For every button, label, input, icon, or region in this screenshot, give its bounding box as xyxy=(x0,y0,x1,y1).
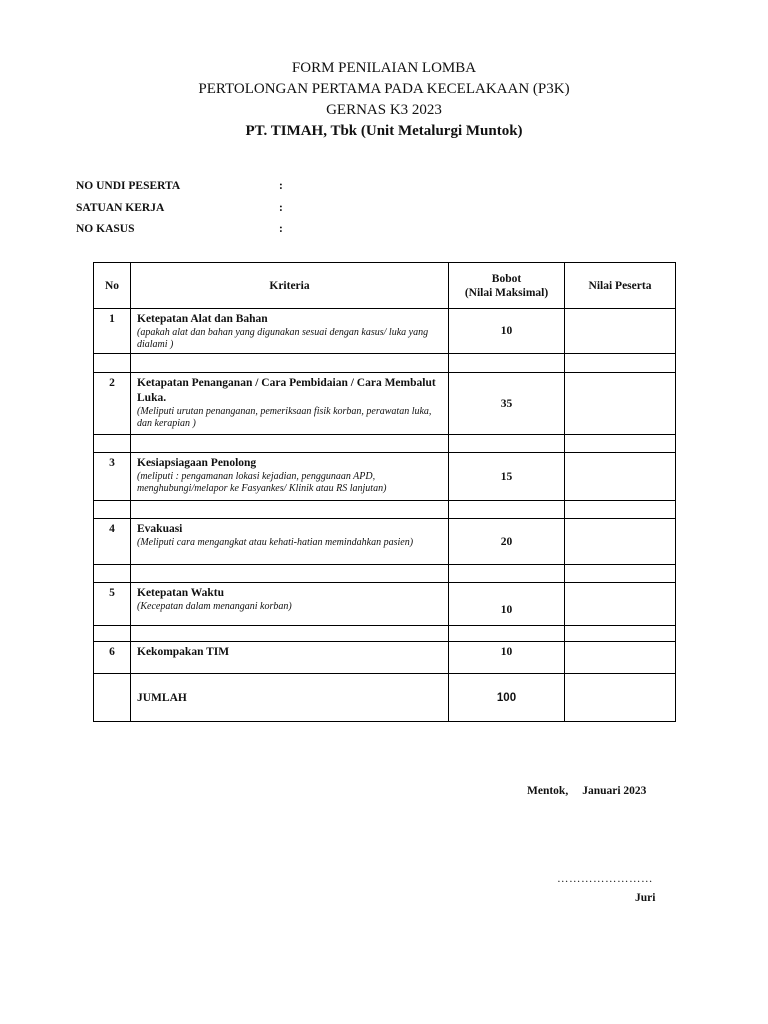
criteria-description: (apakah alat dan bahan yang digunakan sesuai dengan kasus/ luka yang dialami ) xyxy=(137,327,429,350)
spacer-row xyxy=(94,565,676,583)
place-date xyxy=(527,785,646,797)
header-nilai-peserta: Nilai Peserta xyxy=(565,263,676,309)
total-label: JUMLAH xyxy=(131,674,449,722)
row-number: 3 xyxy=(94,453,131,501)
total-value: 100 xyxy=(449,674,565,722)
place: Mentok, xyxy=(527,785,569,797)
row-number: 4 xyxy=(94,519,131,565)
nilai-peserta-input[interactable] xyxy=(565,583,676,626)
bobot-value: 35 xyxy=(449,373,565,435)
signature-role: Juri xyxy=(635,892,656,904)
criteria-title: Evakuasi xyxy=(137,523,183,535)
criteria-title: Ketepatan Waktu xyxy=(137,587,225,599)
signature-line: …………………… xyxy=(557,873,653,885)
bobot-value: 10 xyxy=(449,583,565,626)
no-undi-label: NO UNDI PESERTA xyxy=(76,180,181,192)
criteria-cell xyxy=(131,519,449,565)
criteria-cell xyxy=(131,373,449,435)
criteria-title: Kesiapsiagaan Penolong xyxy=(137,457,257,469)
spacer-row xyxy=(94,354,676,373)
criteria-cell xyxy=(131,453,449,501)
no-kasus-colon: : xyxy=(279,223,283,235)
header-no: No xyxy=(94,263,131,309)
header-bobot-subtitle: (Nilai Maksimal) xyxy=(464,286,549,299)
table-row xyxy=(94,519,676,565)
criteria-title: Ketepatan Alat dan Bahan xyxy=(137,313,268,325)
bobot-value: 15 xyxy=(449,453,565,501)
header-kriteria: Kriteria xyxy=(131,263,449,309)
nilai-peserta-input[interactable] xyxy=(565,453,676,501)
table-header-row xyxy=(94,263,676,309)
nilai-peserta-input[interactable] xyxy=(565,309,676,354)
satuan-kerja-colon: : xyxy=(279,201,283,214)
bobot-value: 10 xyxy=(449,309,565,354)
criteria-description: (meliputi : pengamanan lokasi kejadian, penggunaan APD, menghubungi/melapor ke Fasyankes/ Klinik atau RS lanjutan) xyxy=(137,471,387,494)
nilai-peserta-input[interactable] xyxy=(565,373,676,435)
criteria-title: Ketapatan Penanganan / Cara Pembidaian / Cara Membalut Luka. xyxy=(137,377,436,404)
row-number: 6 xyxy=(94,642,131,674)
total-row xyxy=(94,674,676,722)
satuan-kerja-label: SATUAN KERJA xyxy=(76,201,165,214)
spacer-row xyxy=(94,435,676,453)
nilai-peserta-input[interactable] xyxy=(565,642,676,674)
row-number: 1 xyxy=(94,309,131,354)
spacer-row xyxy=(94,501,676,519)
table-row xyxy=(94,642,676,674)
form-title: FORM PENILAIAN LOMBA xyxy=(291,60,477,76)
criteria-description: (Kecepatan dalam menangani korban) xyxy=(137,601,292,612)
no-undi-colon: : xyxy=(279,180,283,192)
no-kasus-label: NO KASUS xyxy=(76,223,135,235)
criteria-description: (Meliputi urutan penanganan, pemeriksaan fisik korban, perawatan luka, dan kerapian ) xyxy=(137,406,432,429)
criteria-cell xyxy=(131,642,449,674)
table-row xyxy=(94,373,676,435)
criteria-cell xyxy=(131,583,449,626)
table-row xyxy=(94,453,676,501)
bobot-value: 20 xyxy=(449,519,565,565)
form-company: PT. TIMAH, Tbk (Unit Metalurgi Muntok) xyxy=(245,123,523,139)
table-row xyxy=(94,583,676,626)
date: Januari 2023 xyxy=(582,785,647,797)
row-number: 5 xyxy=(94,583,131,626)
spacer-row xyxy=(94,626,676,642)
nilai-peserta-input[interactable] xyxy=(565,519,676,565)
total-nilai-peserta-input[interactable] xyxy=(565,674,676,722)
header-bobot xyxy=(449,263,565,309)
criteria-cell xyxy=(131,309,449,354)
form-subtitle-gernas: GERNAS K3 2023 xyxy=(326,102,442,118)
form-title-block xyxy=(0,58,768,142)
bobot-value: 10 xyxy=(449,642,565,674)
criteria-description: (Meliputi cara mengangkat atau kehati-hatian memindahkan pasien) xyxy=(137,537,414,548)
criteria-title: Kekompakan TIM xyxy=(137,646,230,658)
scoring-table xyxy=(93,262,676,722)
header-bobot-title: Bobot xyxy=(491,272,522,285)
table-row xyxy=(94,309,676,354)
form-subtitle-p3k: PERTOLONGAN PERTAMA PADA KECELAKAAN (P3K) xyxy=(198,81,570,97)
row-number: 2 xyxy=(94,373,131,435)
